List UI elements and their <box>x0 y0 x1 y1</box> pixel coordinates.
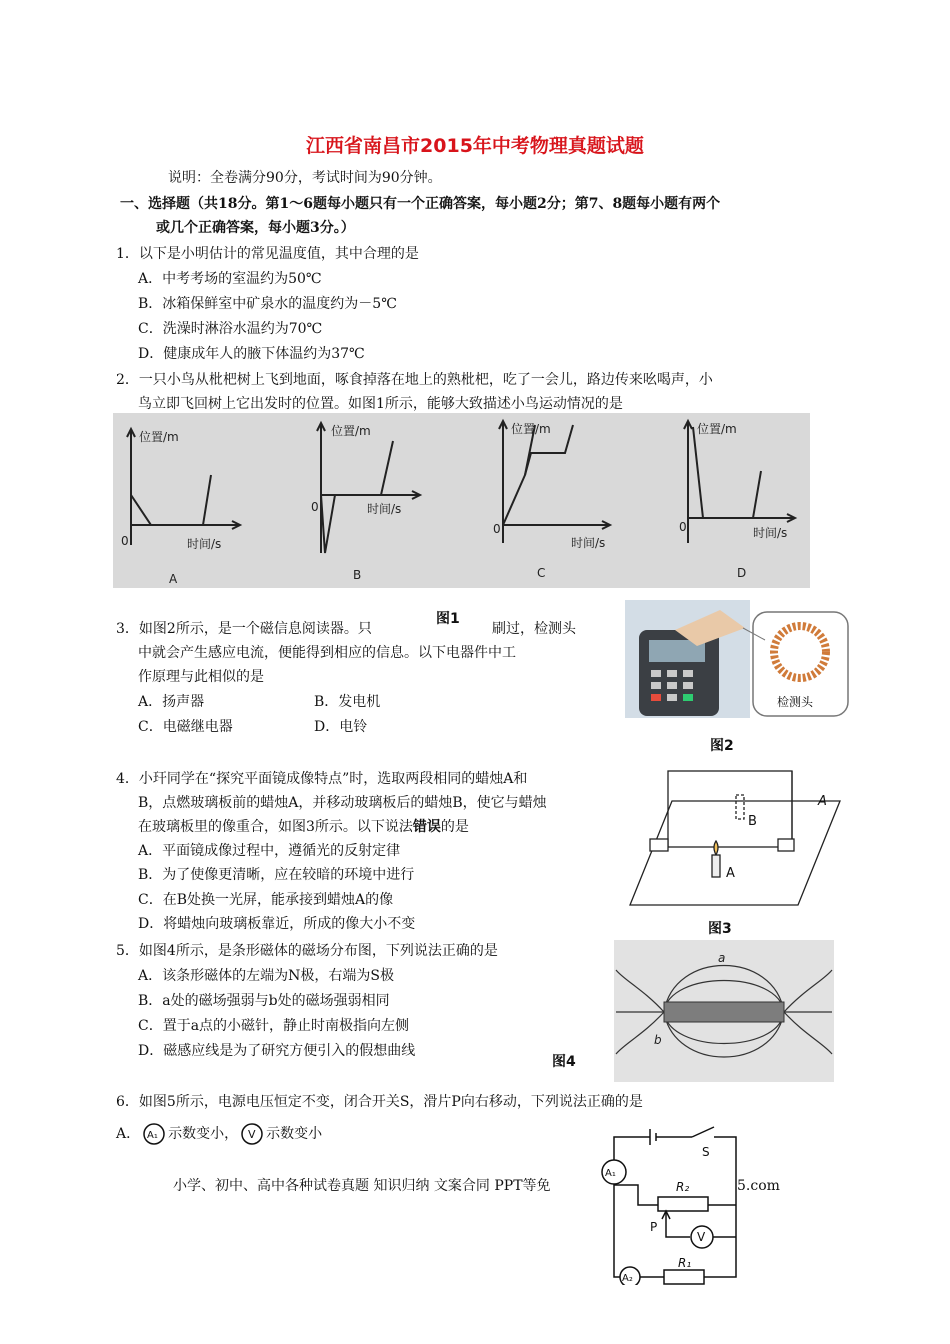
fig3-label-a: A <box>726 866 735 881</box>
q4-emphasis-wrong: 错误 <box>412 819 441 835</box>
q5-option-a: A．该条形磁体的左端为N极，右端为S极 <box>138 968 394 984</box>
fig1-a-xlabel: 时间/s <box>187 537 222 551</box>
fig1-label-b: B <box>353 568 362 582</box>
q5-option-c: C．置于a点的小磁针，静止时南极指向左侧 <box>138 1018 410 1034</box>
fig5-switch-label: S <box>702 1145 710 1159</box>
q3-stem-line1: 3．如图2所示，是一个磁信息阅读器。只 <box>116 621 372 637</box>
q1-stem: 1．以下是小明估计的常见温度值，其中合理的是 <box>116 246 419 262</box>
fig5-v-label: V <box>697 1230 706 1244</box>
intro-text: 说明：全卷满分90分，考试时间为90分钟。 <box>168 170 442 186</box>
fig5-r1-label: R₁ <box>678 1256 692 1270</box>
q1-option-a: A．中考考场的室温约为50℃ <box>138 271 322 287</box>
fig5-r2-label: R₂ <box>676 1180 690 1194</box>
fig4-point-b: b <box>654 1033 662 1047</box>
ammeter-a1-icon <box>142 1122 166 1146</box>
footer-text: 小学、初中、高中各种试卷真题 知识归纳 文案合同 PPT等免 <box>173 1178 551 1194</box>
q1-option-b: B．冰箱保鲜室中矿泉水的温度约为－5℃ <box>138 296 397 312</box>
q6-stem: 6．如图5所示，电源电压恒定不变，闭合开关S，滑片P向右移动，下列说法正确的是 <box>116 1094 643 1110</box>
figure-4-caption: 图4 <box>552 1054 576 1070</box>
q4-option-b: B．为了使像更清晰，应在较暗的环境中进行 <box>138 867 415 883</box>
fig1-d-ylabel: 位置/m <box>697 422 737 436</box>
fig1-d-origin: 0 <box>679 520 687 534</box>
voltmeter-icon <box>240 1122 264 1146</box>
fig1-b-xlabel: 时间/s <box>367 502 402 516</box>
q5-option-b: B．a处的磁场强弱与b处的磁场强弱相同 <box>138 993 390 1009</box>
page-title: 江西省南昌市2015年中考物理真题试题 <box>306 135 644 157</box>
fig1-c-origin: 0 <box>493 522 501 536</box>
fig1-b-ylabel: 位置/m <box>331 424 371 438</box>
figure-1-caption: 图1 <box>436 611 460 627</box>
figure-3-caption: 图3 <box>708 921 732 937</box>
figure-5-circuit <box>598 1125 750 1285</box>
fig1-b-origin: 0 <box>311 500 319 514</box>
q3-stem-line3: 作原理与此相似的是 <box>138 669 264 685</box>
fig1-a-origin: 0 <box>121 534 129 548</box>
fig4-point-a: a <box>718 951 726 965</box>
q4-option-d: D．将蜡烛向玻璃板靠近，所成的像大小不变 <box>138 916 416 932</box>
fig1-d-xlabel: 时间/s <box>753 526 788 540</box>
q3-option-b: B．发电机 <box>314 694 381 710</box>
q6-option-a: A． A₁ 示数变小， V 示数变小 <box>116 1122 322 1146</box>
q2-stem-line2: 鸟立即飞回树上它出发时的位置。如图1所示，能够大致描述小鸟运动情况的是 <box>138 396 623 412</box>
figure-4-magnetic-field <box>614 940 834 1082</box>
fig1-a-ylabel: 位置/m <box>139 430 179 444</box>
fig2-detector-label: 检测头 <box>777 695 814 709</box>
q1-option-c: C．洗澡时淋浴水温约为70℃ <box>138 321 323 337</box>
fig1-c-ylabel: 位置/m <box>511 422 551 436</box>
q3-option-a: A．扬声器 <box>138 694 205 710</box>
q5-option-d: D．磁感应线是为了研究方便引入的假想曲线 <box>138 1043 416 1059</box>
q4-stem-line1: 4．小玕同学在“探究平面镜成像特点”时，选取两段相同的蜡烛A和 <box>116 771 528 787</box>
q4-option-a: A．平面镜成像过程中，遵循光的反射定律 <box>138 843 401 859</box>
fig1-c-xlabel: 时间/s <box>571 536 606 550</box>
fig1-label-d: D <box>737 566 747 580</box>
svg-text:A₁: A₁ <box>147 1130 158 1141</box>
q3-option-d: D．电铃 <box>314 719 368 735</box>
fig1-label-a: A <box>169 572 178 586</box>
q4-stem-line3: 在玻璃板里的像重合，如图3所示。以下说法错误的是 <box>138 819 469 835</box>
section-heading-2: 或几个正确答案，每小题3分。） <box>156 220 355 236</box>
q3-stem-line2: 中就会产生感应电流，便能得到相应的信息。以下电器件中工 <box>138 645 516 661</box>
svg-text:V: V <box>248 1128 256 1141</box>
figure-3-mirror-setup <box>628 765 843 910</box>
footer-domain: 5.com <box>737 1178 780 1194</box>
q4-option-c: C．在B处换一光屏，能承接到蜡烛A的像 <box>138 892 394 908</box>
q5-stem: 5．如图4所示，是条形磁体的磁场分布图，下列说法正确的是 <box>116 943 498 959</box>
fig3-label-a-edge: A <box>818 794 827 809</box>
fig5-a2-label: A₂ <box>622 1273 633 1284</box>
q2-stem-line1: 2．一只小鸟从枇杷树上飞到地面，啄食掉落在地上的熟枇杷，吃了一会儿，路边传来吆喝声，小 <box>116 372 713 388</box>
q3-option-c: C．电磁继电器 <box>138 719 233 735</box>
fig1-label-c: C <box>537 566 546 580</box>
fig5-a1-label: A₁ <box>605 1168 616 1179</box>
q4-stem-line2: B，点燃玻璃板前的蜡烛A，并移动玻璃板后的蜡烛B，使它与蜡烛 <box>138 795 547 811</box>
figure-2-caption: 图2 <box>710 738 734 754</box>
section-heading-1: 一、选择题（共18分。第1～6题每小题只有一个正确答案，每小题2分；第7、8题每小题有两个 <box>120 196 721 212</box>
q3-stem-line1b: 刷过，检测头 <box>492 621 576 637</box>
q1-option-d: D．健康成年人的腋下体温约为37℃ <box>138 346 365 362</box>
figure-1-graphs <box>113 413 810 588</box>
fig5-p-label: P <box>650 1220 658 1234</box>
fig3-label-b: B <box>748 814 757 829</box>
figure-2-card-reader <box>625 600 850 720</box>
